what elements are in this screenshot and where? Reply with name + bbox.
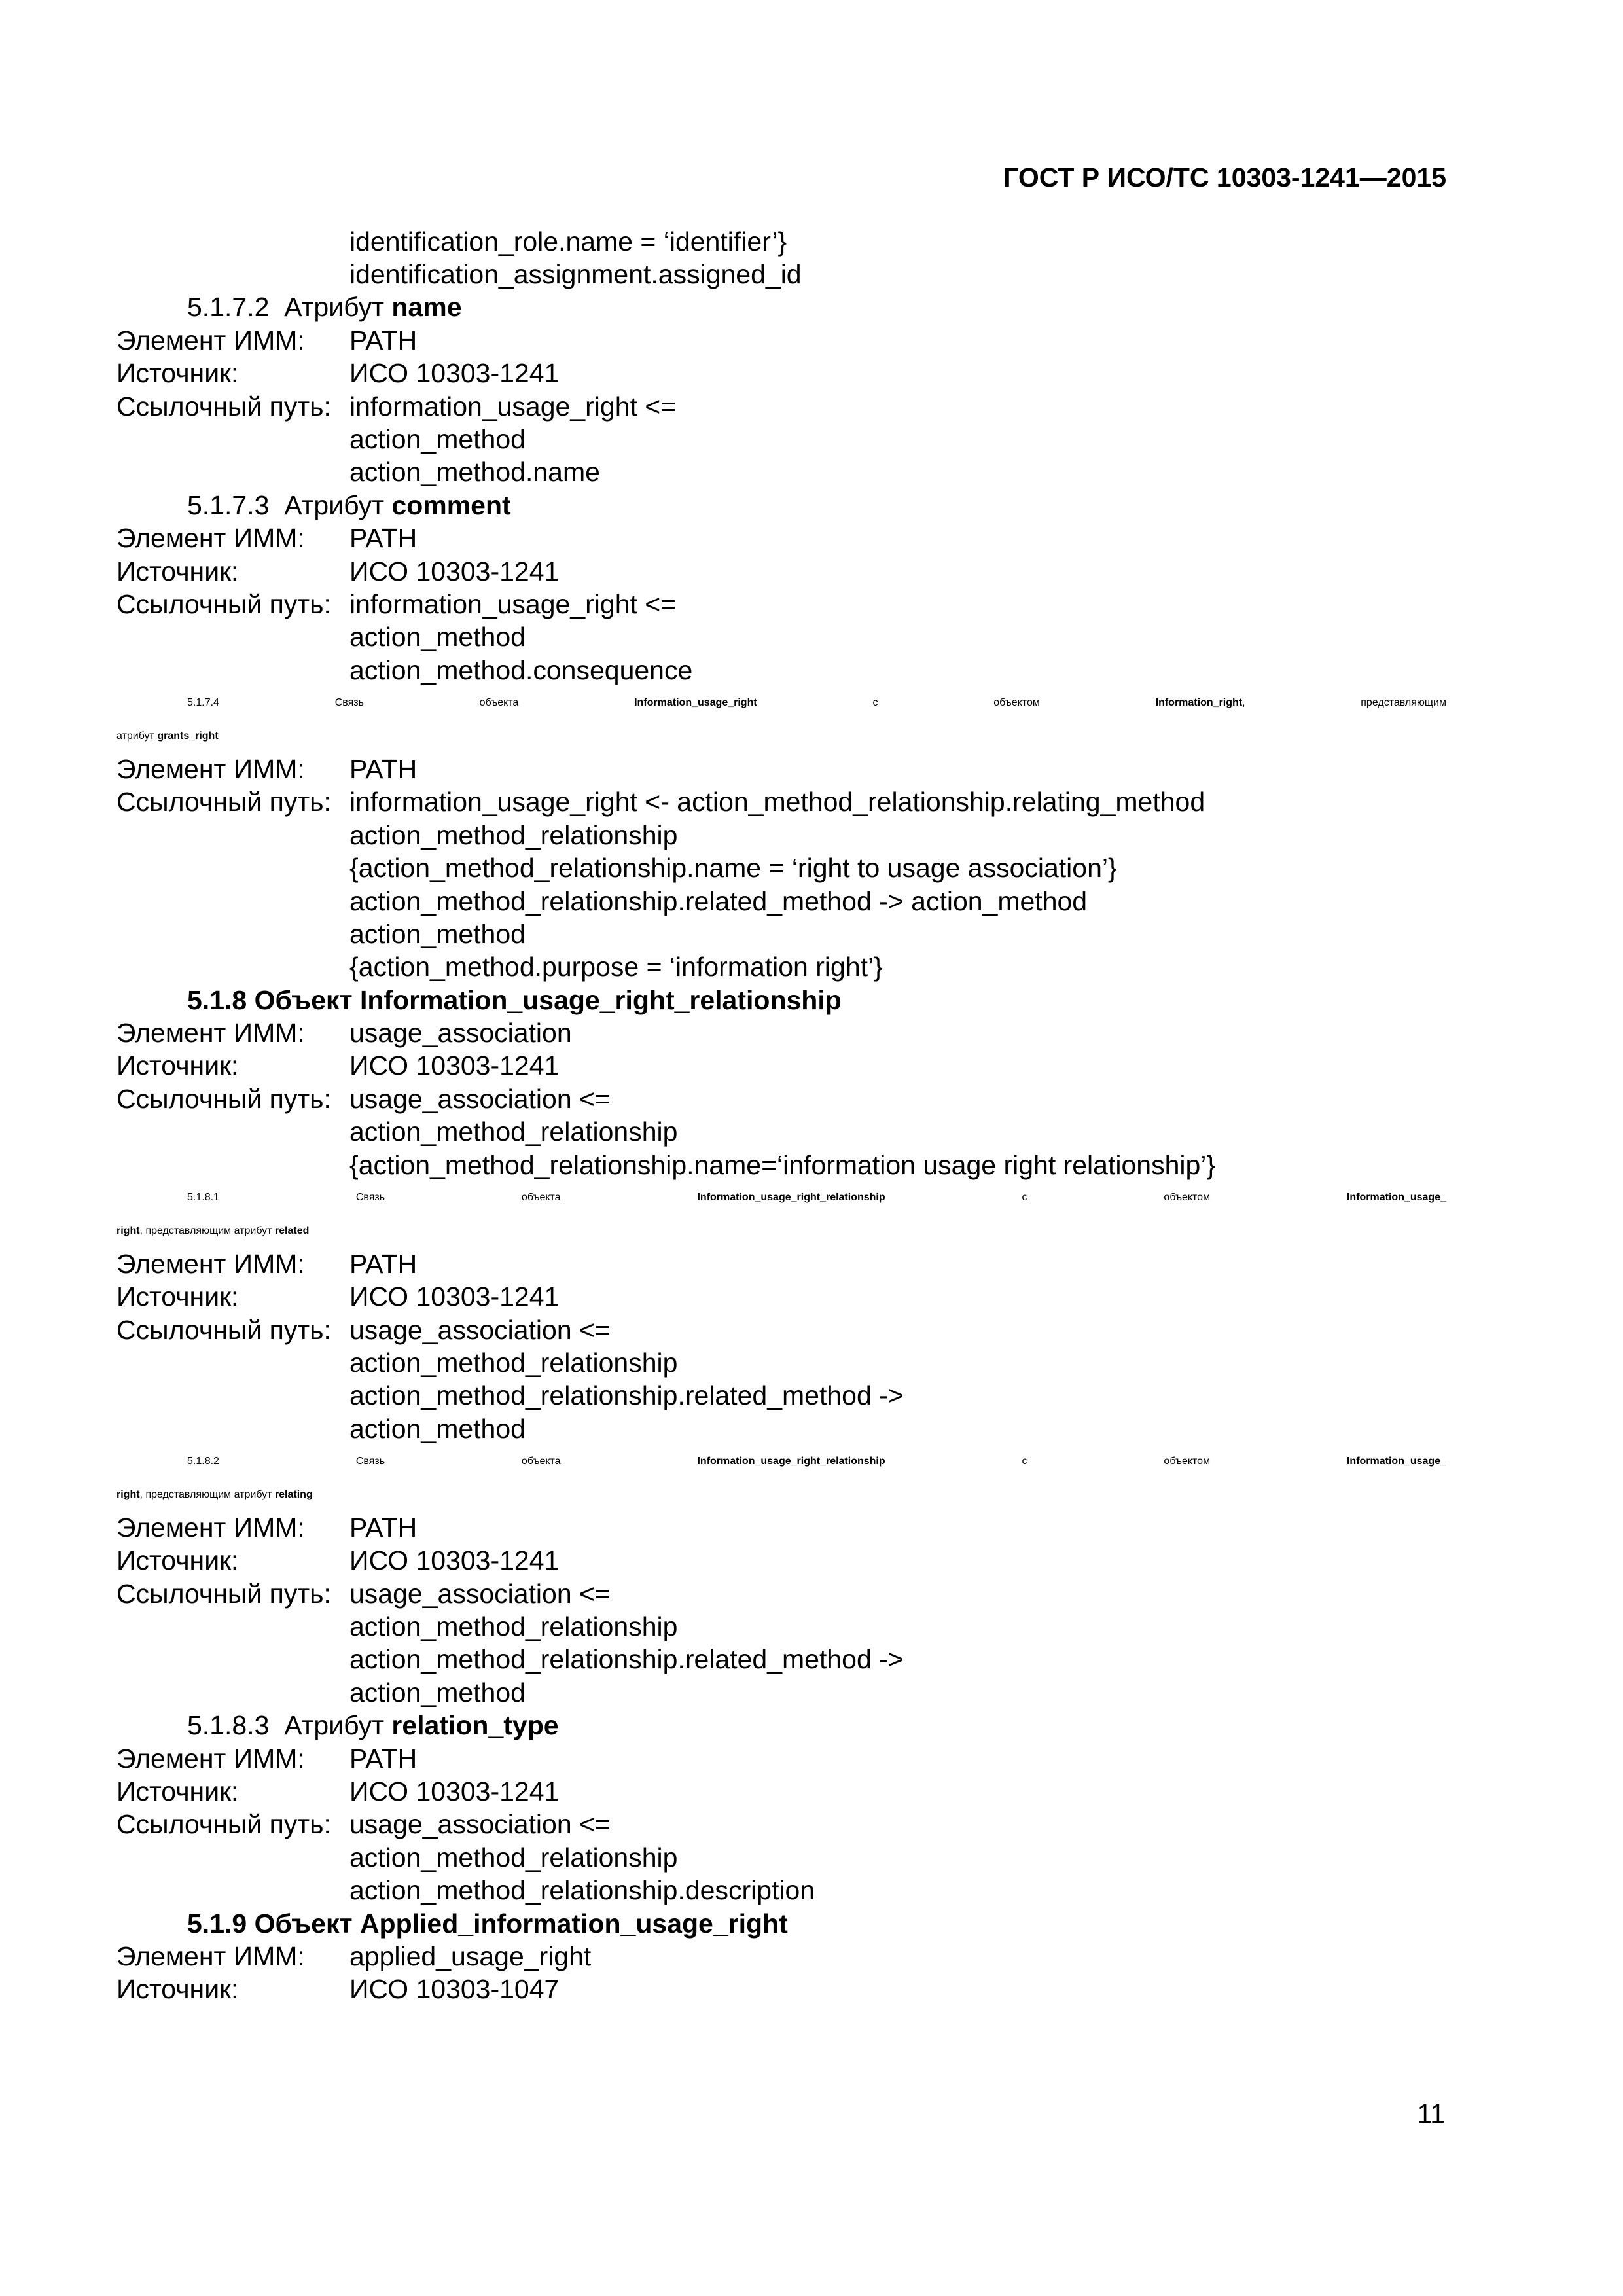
source-row [116, 1973, 1446, 2006]
element-label: Элемент ИММ: [116, 1941, 305, 1971]
clause-text: атрибут [116, 730, 154, 742]
path-line: usage_association <= [349, 1809, 611, 1840]
path-line: information_usage_right <= [349, 391, 677, 422]
element-row [116, 522, 1446, 555]
source-label: Источник: [116, 1545, 239, 1576]
clause-number: 5.1.8.2 [187, 1456, 219, 1467]
element-row [116, 1742, 1446, 1775]
ref-path-label: Ссылочный путь: [116, 1083, 331, 1114]
path-line: action_method_relationship.related_method -> [349, 1644, 904, 1675]
element-row [116, 324, 1446, 357]
element-value: PATH [349, 1512, 418, 1543]
clause-prefix: Атрибут [284, 490, 384, 520]
attribute-name: related [274, 1225, 310, 1236]
path-line: action_method_relationship [349, 819, 678, 850]
ref-path-row [116, 1577, 1446, 1610]
clause-text: с объектом [872, 697, 1040, 709]
ref-path-row [116, 1808, 1446, 1841]
element-row [116, 1511, 1446, 1544]
element-value: usage_association [349, 1018, 572, 1049]
clause-number: 5.1.8.1 [187, 1192, 219, 1204]
element-value: PATH [349, 753, 418, 784]
path-line: information_usage_right <= [349, 588, 677, 619]
attribute-name: comment [391, 490, 511, 520]
clause-heading-5-1-7-4 [116, 687, 1446, 719]
source-value: ИСО 10303-1241 [349, 358, 560, 389]
section-heading-5-1-9: 5.1.9 Объект Applied_information_usage_right [187, 1908, 788, 1939]
element-value: PATH [349, 1248, 418, 1279]
path-line: {action_method.purpose = ‘information right’} [349, 952, 883, 982]
attribute-name: grants_right [157, 730, 219, 742]
clause-number: 5.1.8.3 [187, 1710, 270, 1741]
clause-heading-5-1-7-3 [116, 489, 1446, 522]
source-row [116, 1281, 1446, 1314]
source-label: Источник: [116, 1776, 239, 1807]
source-row [116, 555, 1446, 588]
element-label: Элемент ИММ: [116, 1018, 305, 1049]
ref-path-row [116, 1314, 1446, 1346]
element-value: PATH [349, 325, 418, 355]
ref-path-row [116, 390, 1446, 423]
source-label: Источник: [116, 1282, 239, 1312]
element-value: PATH [349, 1743, 418, 1774]
source-row [116, 1545, 1446, 1577]
attribute-name: name [391, 292, 462, 323]
path-line: {action_method_relationship.name = ‘right to usage association’} [349, 853, 1117, 884]
clause-prefix: Атрибут [284, 292, 384, 323]
element-label: Элемент ИММ: [116, 325, 305, 355]
ref-path-label: Ссылочный путь: [116, 787, 331, 817]
clause-heading-5-1-8-2 [116, 1445, 1446, 1478]
path-line: usage_association <= [349, 1083, 611, 1114]
source-label: Источник: [116, 358, 239, 389]
path-line: action_method_relationship [349, 1117, 678, 1147]
source-label: Источник: [116, 556, 239, 586]
clause-prefix: Атрибут [284, 1710, 384, 1741]
source-value: ИСО 10303-1241 [349, 1282, 560, 1312]
path-line: action_method_relationship.related_method -> [349, 1380, 904, 1411]
object-name: Information_usage_right [634, 697, 757, 709]
path-line: action_method [349, 424, 526, 455]
source-label: Источник: [116, 1050, 239, 1081]
element-row [116, 1016, 1446, 1049]
element-row [116, 753, 1446, 785]
attribute-name: relation_type [391, 1710, 559, 1741]
path-line: action_method_relationship [349, 1611, 678, 1642]
clause-text: с объектом [1022, 1456, 1211, 1467]
path-line: action_method.name [349, 457, 600, 488]
ref-path-row [116, 786, 1446, 819]
path-line: action_method [349, 918, 526, 949]
source-row [116, 357, 1446, 390]
clause-number: 5.1.7.4 [187, 697, 219, 709]
path-line: action_method [349, 1413, 526, 1444]
element-label: Элемент ИММ: [116, 1743, 305, 1774]
element-value: applied_usage_right [349, 1941, 592, 1971]
clause-text: с объектом [1022, 1192, 1211, 1204]
document-header: ГОСТ Р ИСО/ТС 10303-1241—2015 [1003, 162, 1446, 192]
clause-number: 5.1.7.2 [187, 292, 270, 323]
ref-path-label: Ссылочный путь: [116, 1314, 331, 1345]
clause-heading-5-1-8-3 [116, 1710, 1446, 1742]
path-line: information_usage_right <- action_method_relationship.relating_method [349, 787, 1205, 817]
clause-text: Связь объекта [334, 697, 519, 709]
element-label: Элемент ИММ: [116, 1248, 305, 1279]
path-line: action_method [349, 622, 526, 653]
path-line: {action_method_relationship.name=‘information usage right relationship’} [349, 1149, 1216, 1180]
element-label: Элемент ИММ: [116, 753, 305, 784]
element-label: Элемент ИММ: [116, 523, 305, 554]
source-value: ИСО 10303-1241 [349, 1776, 560, 1807]
ref-path-label: Ссылочный путь: [116, 1809, 331, 1840]
clause-text: , представляющим [1242, 697, 1446, 709]
page-number: 11 [1417, 2098, 1445, 2128]
object-name: Information_usage_right_relationship [697, 1192, 885, 1204]
path-line: identification_role.name = ‘identifier’} [349, 226, 787, 257]
object-name: right [116, 1225, 140, 1236]
source-row [116, 1050, 1446, 1083]
object-name: right [116, 1488, 140, 1500]
clause-heading-continuation [116, 1215, 1446, 1247]
source-value: ИСО 10303-1241 [349, 1545, 560, 1576]
source-value: ИСО 10303-1047 [349, 1974, 560, 2005]
clause-heading-5-1-8-1 [116, 1181, 1446, 1214]
clause-text: , представляющим атрибут [139, 1488, 272, 1500]
attribute-name: relating [274, 1488, 313, 1500]
object-name: Information_usage_right_relationship [697, 1456, 885, 1467]
object-name: Information_right [1155, 697, 1243, 709]
ref-path-label: Ссылочный путь: [116, 391, 331, 422]
clause-heading-continuation [116, 1479, 1446, 1511]
path-line: identification_assignment.assigned_id [349, 259, 802, 290]
path-line: action_method_relationship [349, 1842, 678, 1873]
clause-heading-continuation [116, 720, 1446, 753]
clause-text: Связь объекта [355, 1456, 561, 1467]
path-line: action_method [349, 1677, 526, 1708]
path-line: action_method_relationship.related_method -> action_method [349, 886, 1088, 916]
section-heading-5-1-8: 5.1.8 Объект Information_usage_right_relationship [187, 984, 842, 1015]
element-label: Элемент ИММ: [116, 1512, 305, 1543]
ref-path-row [116, 1083, 1446, 1115]
path-line: action_method_relationship [349, 1347, 678, 1378]
document-body [116, 225, 1446, 2006]
object-name: Information_usage_ [1346, 1456, 1446, 1467]
clause-heading-5-1-7-2 [116, 291, 1446, 324]
clause-text: Связь объекта [355, 1192, 561, 1204]
source-row [116, 1775, 1446, 1808]
element-row [116, 1247, 1446, 1280]
source-value: ИСО 10303-1241 [349, 1050, 560, 1081]
element-value: PATH [349, 523, 418, 554]
path-line: action_method.consequence [349, 655, 693, 685]
clause-text: , представляющим атрибут [139, 1225, 272, 1236]
ref-path-label: Ссылочный путь: [116, 1578, 331, 1609]
path-line: action_method_relationship.description [349, 1875, 815, 1906]
source-label: Источник: [116, 1974, 239, 2005]
ref-path-label: Ссылочный путь: [116, 588, 331, 619]
path-line: usage_association <= [349, 1578, 611, 1609]
element-row [116, 1940, 1446, 1973]
object-name: Information_usage_ [1346, 1192, 1446, 1204]
path-line: usage_association <= [349, 1314, 611, 1345]
source-value: ИСО 10303-1241 [349, 556, 560, 586]
ref-path-row [116, 588, 1446, 620]
clause-number: 5.1.7.3 [187, 490, 270, 520]
